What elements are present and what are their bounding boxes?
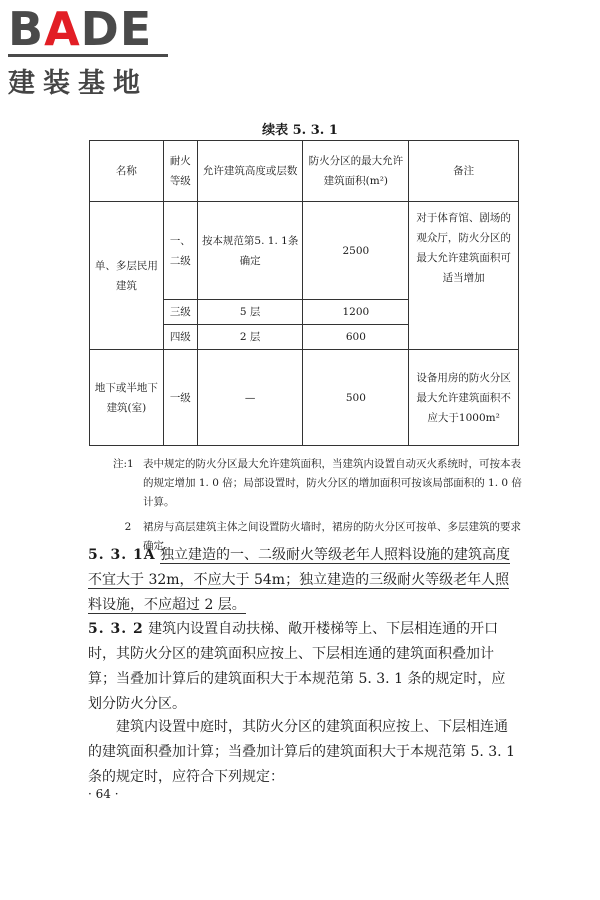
cell-height: 按本规范第5. 1. 1条确定 bbox=[197, 202, 303, 300]
cell-grade: 四级 bbox=[163, 325, 197, 350]
clause-text: 独立建造的一、二级耐火等级老年人照料设施的建筑高度不宜大于 32m，不应大于 54m；独立建造的三级耐火等级老年人照料设施，不应超过 2 层。 bbox=[88, 547, 511, 613]
cell-building-type: 地下或半地下建筑(室) bbox=[90, 350, 164, 446]
clause-number: 5. 3. 1A bbox=[88, 547, 156, 563]
cell-grade: 一级 bbox=[163, 350, 197, 446]
cell-remarks: 设备用房的防火分区最大允许建筑面积不应大于1000m² bbox=[409, 350, 519, 446]
page-number: · 64 · bbox=[88, 787, 119, 801]
cell-area: 500 bbox=[303, 350, 409, 446]
logo-chinese-name: 建装基地 bbox=[8, 68, 148, 99]
clause-number: 5. 3. 2 bbox=[88, 621, 144, 637]
table-title: 续表 5. 3. 1 bbox=[262, 123, 338, 138]
cell-building-type: 单、多层民用建筑 bbox=[90, 202, 164, 350]
table-notes bbox=[113, 455, 523, 556]
cell-area: 2500 bbox=[303, 202, 409, 300]
cell-grade: 一、二级 bbox=[163, 202, 197, 300]
header-name: 名称 bbox=[90, 141, 164, 202]
note-item bbox=[113, 455, 523, 512]
clause-5-3-2 bbox=[88, 617, 518, 717]
table-header-row bbox=[90, 141, 519, 202]
cell-height: 5 层 bbox=[197, 300, 303, 325]
publisher-logo bbox=[8, 2, 178, 100]
atrium-paragraph: 建筑内设置中庭时，其防火分区的建筑面积应按上、下层相连通的建筑面积叠加计算；当叠加计算后的建筑面积大于本规范第 5. 3. 1 条的规定时，应符合下列规定： bbox=[88, 719, 515, 785]
cell-height: — bbox=[197, 350, 303, 446]
cell-area: 600 bbox=[303, 325, 409, 350]
note-text: 裙房与高层建筑主体之间设置防火墙时，裙房的防火分区可按单、多层建筑的要求确定。 bbox=[143, 521, 521, 552]
header-area: 防火分区的最大允许建筑面积(m²) bbox=[303, 141, 409, 202]
clause-text: 建筑内设置自动扶梯、敞开楼梯等上、下层相连通的开口时，其防火分区的建筑面积应按上、下层相连通的建筑面积叠加计算；当叠加计算后的建筑面积大于本规范第 5. 3. 1 条的规定时，应划分防火分区。 bbox=[88, 621, 506, 712]
fire-compartment-table bbox=[89, 140, 519, 446]
header-remarks: 备注 bbox=[409, 141, 519, 202]
cell-grade: 三级 bbox=[163, 300, 197, 325]
note-label: 注:1 bbox=[113, 458, 134, 470]
clause-5-3-1a bbox=[88, 543, 518, 618]
cell-area: 1200 bbox=[303, 300, 409, 325]
header-grade: 耐火等级 bbox=[163, 141, 197, 202]
note-label: 2 bbox=[124, 521, 132, 533]
logo-wordmark: BADE bbox=[8, 2, 153, 56]
note-text: 表中规定的防火分区最大允许建筑面积，当建筑内设置自动灭火系统时，可按本表的规定增加 1. 0 倍；局部设置时，防火分区的增加面积可按该局部面积的 1. 0 倍计算。 bbox=[143, 458, 522, 508]
table-row bbox=[90, 350, 519, 446]
table-row bbox=[90, 202, 519, 300]
header-height: 允许建筑高度或层数 bbox=[197, 141, 303, 202]
cell-height: 2 层 bbox=[197, 325, 303, 350]
cell-remarks: 对于体育馆、剧场的观众厅，防火分区的最大允许建筑面积可适当增加 bbox=[409, 202, 519, 350]
